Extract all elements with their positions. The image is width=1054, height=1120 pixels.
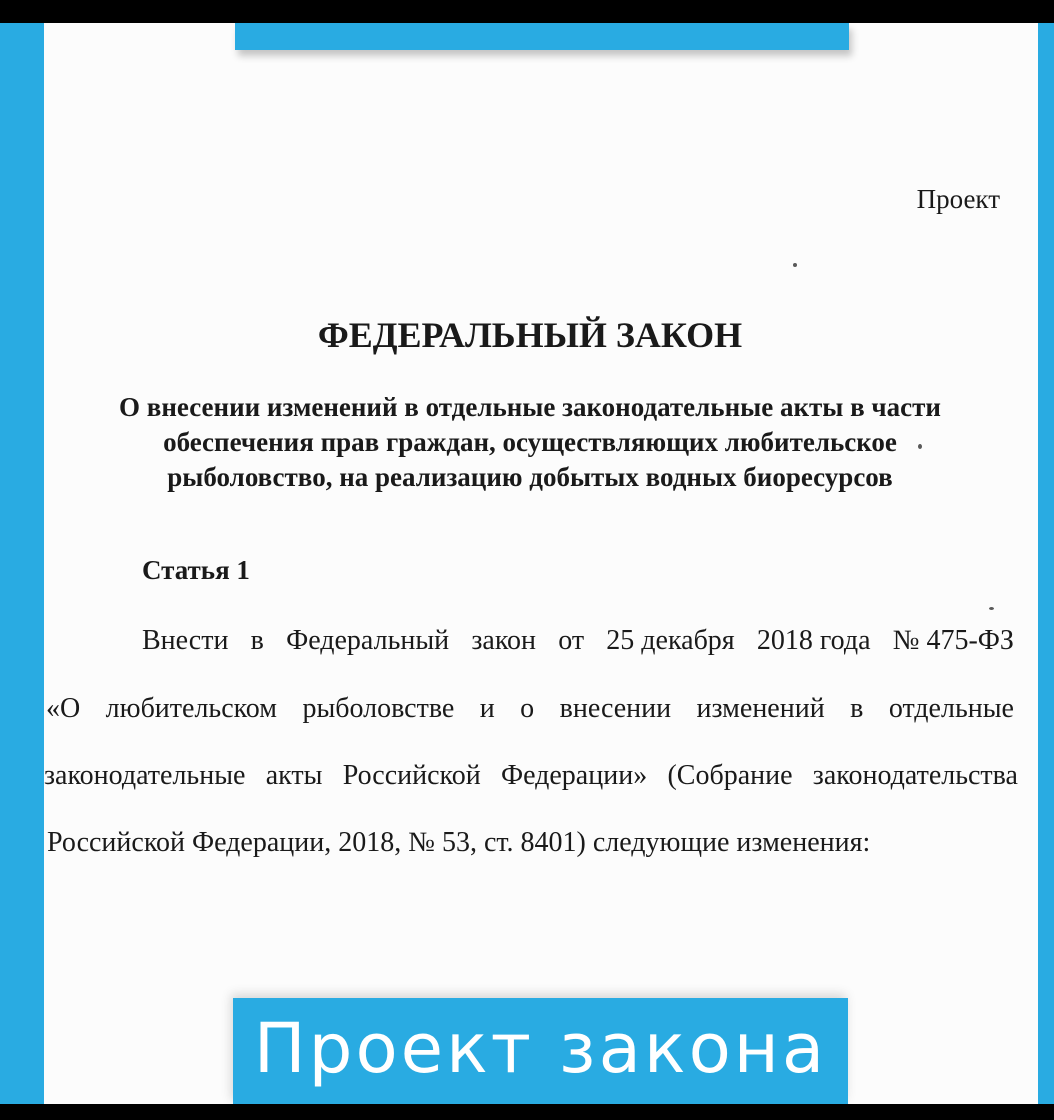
word-token: 25 декабря <box>606 625 735 656</box>
word-token: и <box>479 693 495 724</box>
word-token: 2018 года <box>756 625 871 656</box>
body-text-line-4: Российской Федерации, 2018, № 53, ст. 8401) следующие изменения: <box>47 827 871 858</box>
word-token: законодательные <box>44 760 246 791</box>
body-text-line-3 <box>44 759 1018 793</box>
top-letterbox-bar <box>0 0 1054 23</box>
scan-speck <box>989 607 994 610</box>
word-token: от <box>558 625 585 656</box>
document-subtitle <box>46 390 1014 495</box>
word-token: изменений <box>696 693 825 724</box>
word-token: любительском <box>105 693 277 724</box>
document-title: ФЕДЕРАЛЬНЫЙ ЗАКОН <box>317 315 743 355</box>
body-text-line-1 <box>142 624 1014 658</box>
subtitle-line-1: О внесении изменений в отдельные законодательные акты в части <box>119 392 941 422</box>
word-token: «О <box>46 693 81 724</box>
word-token: закон <box>471 625 536 656</box>
scan-speck <box>793 263 797 267</box>
word-token: (Собрание <box>667 760 793 791</box>
word-token: законодательства <box>812 760 1018 791</box>
word-token: рыболовстве <box>302 693 455 724</box>
word-token: в <box>250 625 264 656</box>
word-token: Федерации» <box>500 760 648 791</box>
bottom-letterbox-bar <box>0 1104 1054 1120</box>
word-token: № 475-ФЗ <box>892 625 1014 656</box>
bottom-blue-banner <box>233 998 848 1104</box>
word-token: отдельные <box>888 693 1014 724</box>
word-token: о <box>520 693 535 724</box>
word-token: акты <box>265 760 323 791</box>
article-1-heading: Статья 1 <box>142 555 250 585</box>
subtitle-line-3: рыболовство, на реализацию добытых водных биоресурсов <box>167 462 893 492</box>
word-token: Российской <box>342 760 481 791</box>
scan-speck <box>918 444 922 449</box>
word-token: Внести <box>142 625 229 656</box>
word-token: Федеральный <box>286 625 450 656</box>
top-blue-banner <box>235 23 849 50</box>
bottom-banner-label: Проект закона <box>253 1009 828 1089</box>
body-text-line-2 <box>46 692 1014 726</box>
subtitle-line-2: обеспечения прав граждан, осуществляющих любительское <box>163 427 897 457</box>
word-token: внесении <box>559 693 672 724</box>
word-token: в <box>850 693 864 724</box>
draft-label: Проект <box>916 184 1000 214</box>
